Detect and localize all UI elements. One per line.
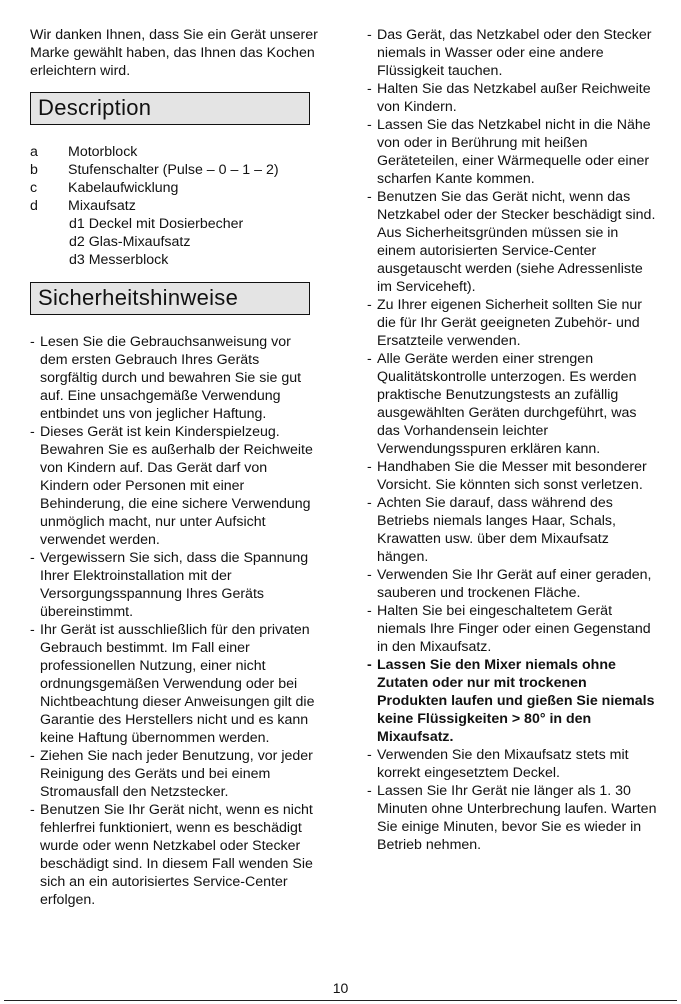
part-label: Motorblock (68, 144, 138, 160)
subpart-item: d2 Glas-Mixaufsatz (69, 234, 191, 250)
bullet-dash: - (30, 334, 35, 350)
footer-divider (4, 1000, 677, 1001)
bullet-dash: - (367, 495, 372, 511)
safety-item (30, 423, 318, 549)
left-column (30, 26, 318, 909)
safety-item-text: Das Gerät, das Netzkabel oder den Stecker niemals in Wasser oder eine andere Flüssigkeit tauchen. (377, 27, 652, 79)
part-label: Stufenschalter (Pulse – 0 – 1 – 2) (68, 162, 279, 178)
safety-item-text: Halten Sie das Netzkabel außer Reichweite von Kindern. (377, 81, 651, 115)
safety-item-text: Verwenden Sie Ihr Gerät auf einer geraden, sauberen und trockenen Fläche. (377, 567, 652, 601)
subpart-item: d1 Deckel mit Dosierbecher (69, 216, 244, 232)
safety-item-text: Ihr Gerät ist ausschließlich für den privaten Gebrauch bestimmt. Im Fall einer professionellen Nutzung, einer nicht ordnungsgemäßen Verwendung oder bei Nichtbeachtung dieser Anweisungen gilt die Garantie des Herstellers nicht und es kann keine Haftung übernommen werden. (40, 622, 315, 746)
part-item (30, 143, 318, 161)
bullet-dash: - (367, 189, 372, 205)
subpart-item: d3 Messerblock (69, 252, 169, 268)
safety-item (30, 333, 318, 423)
right-column (367, 26, 657, 854)
safety-item (30, 621, 318, 747)
safety-item-text: Lassen Sie das Netzkabel nicht in die Nähe von oder in Berührung mit heißen Geräteteilen, einer Wärmequelle oder einer scharfen Kante kommen. (377, 117, 651, 187)
safety-item-text: Ziehen Sie nach jeder Benutzung, vor jeder Reinigung des Geräts und bei einem Stromausfall den Netzstecker. (40, 748, 313, 800)
safety-item (367, 188, 657, 296)
safety-item (367, 494, 657, 566)
bullet-dash: - (367, 81, 372, 97)
intro-text: Wir danken Ihnen, dass Sie ein Gerät unserer Marke gewählt haben, das Ihnen das Kochen erleichtern wird. (30, 27, 318, 79)
part-letter: c (30, 180, 38, 196)
description-heading: Description (30, 92, 310, 125)
safety-item-text: Alle Geräte werden einer strengen Qualitätskontrolle unterzogen. Es werden praktische Benutzungstests an zufällig ausgewählten Geräten durchgeführt, was das Vorhandensein leichter Verwendungsspuren erklären kann. (377, 351, 637, 457)
safety-item-text: Vergewissern Sie sich, dass die Spannung Ihrer Elektroinstallation mit der Versorgungsspannung Ihres Geräts übereinstimmt. (40, 550, 309, 620)
part-item (30, 161, 318, 179)
safety-item (367, 746, 657, 782)
part-letter: b (30, 162, 38, 178)
safety-item (367, 458, 657, 494)
bullet-dash: - (30, 748, 35, 764)
bullet-dash: - (367, 297, 372, 313)
safety-item-text: Achten Sie darauf, dass während des Betriebs niemals langes Haar, Schals, Krawatten usw. über dem Mixaufsatz hängen. (377, 495, 616, 565)
safety-item-text: Lesen Sie die Gebrauchsanweisung vor dem ersten Gebrauch Ihres Geräts sorgfältig durch und bewahren Sie sie gut auf. Eine unsachgemäße Verwendung entbindet uns von jeglicher Haftung. (40, 334, 302, 422)
safety-item (367, 782, 657, 854)
bullet-dash: - (367, 783, 372, 799)
parts-list (30, 143, 318, 269)
bullet-dash: - (367, 567, 372, 583)
safety-item (367, 602, 657, 656)
safety-item-text: Halten Sie bei eingeschaltetem Gerät niemals Ihre Finger oder einen Gegenstand in den Mixaufsatz. (377, 603, 651, 655)
bullet-dash: - (367, 27, 372, 43)
bullet-dash: - (30, 622, 35, 638)
bullet-dash: - (367, 117, 372, 133)
safety-item-text: Zu Ihrer eigenen Sicherheit sollten Sie nur die für Ihr Gerät geeigneten Zubehör- und Ersatzteile verwenden. (377, 297, 642, 349)
safety-list-left (30, 333, 318, 909)
safety-item-text: Handhaben Sie die Messer mit besonderer Vorsicht. Sie könnten sich sonst verletzen. (377, 459, 647, 493)
safety-item-text: Dieses Gerät ist kein Kinderspielzeug. Bewahren Sie es außerhalb der Reichweite von Kindern auf. Das Gerät darf von Kindern oder Personen mit einer Behinderung, die eine sichere Verwendung unmöglich macht, nur unter Aufsicht verwendet werden. (40, 424, 313, 548)
safety-item-text: Benutzen Sie das Gerät nicht, wenn das Netzkabel oder der Stecker beschädigt sind. Aus Sicherheitsgründen müssen sie in einem autorisierten Service-Center ausgetauscht werden (siehe Adressenliste im Serviceheft). (377, 189, 656, 295)
safety-item (30, 801, 318, 909)
safety-item (367, 116, 657, 188)
safety-item-text: Verwenden Sie den Mixaufsatz stets mit korrekt eingesetztem Deckel. (377, 747, 629, 781)
safety-item (30, 747, 318, 801)
bullet-dash: - (30, 424, 35, 440)
part-label: Kabelaufwicklung (68, 180, 179, 196)
part-letter: a (30, 144, 38, 160)
safety-list-right (367, 26, 657, 854)
bullet-dash: - (367, 657, 372, 673)
part-item (30, 179, 318, 197)
bullet-dash: - (367, 603, 372, 619)
safety-item (367, 296, 657, 350)
safety-heading: Sicherheitshinweise (30, 282, 310, 315)
part-item (30, 197, 318, 215)
safety-item (367, 350, 657, 458)
bullet-dash: - (367, 747, 372, 763)
safety-item (367, 80, 657, 116)
safety-item (367, 26, 657, 80)
safety-item-text: Lassen Sie Ihr Gerät nie länger als 1. 30 Minuten ohne Unterbrechung laufen. Warten Sie einige Minuten, bevor Sie es wieder in Betrieb nehmen. (377, 783, 657, 853)
safety-warning-item (367, 656, 657, 746)
safety-item (367, 566, 657, 602)
bullet-dash: - (30, 550, 35, 566)
safety-item-text: Benutzen Sie Ihr Gerät nicht, wenn es nicht fehlerfrei funktioniert, wenn es beschädigt wurde oder wenn Netzkabel oder Stecker beschädigt sind. In diesem Fall wenden Sie sich an ein autorisiertes Service-Center erfolgen. (40, 802, 313, 908)
part-letter: d (30, 198, 38, 214)
safety-item (30, 549, 318, 621)
bullet-dash: - (367, 459, 372, 475)
bullet-dash: - (367, 351, 372, 367)
part-label: Mixaufsatz (68, 198, 136, 214)
bullet-dash: - (30, 802, 35, 818)
safety-item-text: Lassen Sie den Mixer niemals ohne Zutaten oder nur mit trockenen Produkten laufen und gießen Sie niemals keine Flüssigkeiten > 80° in den Mixaufsatz. (377, 657, 655, 745)
page-number: 10 (332, 980, 349, 996)
